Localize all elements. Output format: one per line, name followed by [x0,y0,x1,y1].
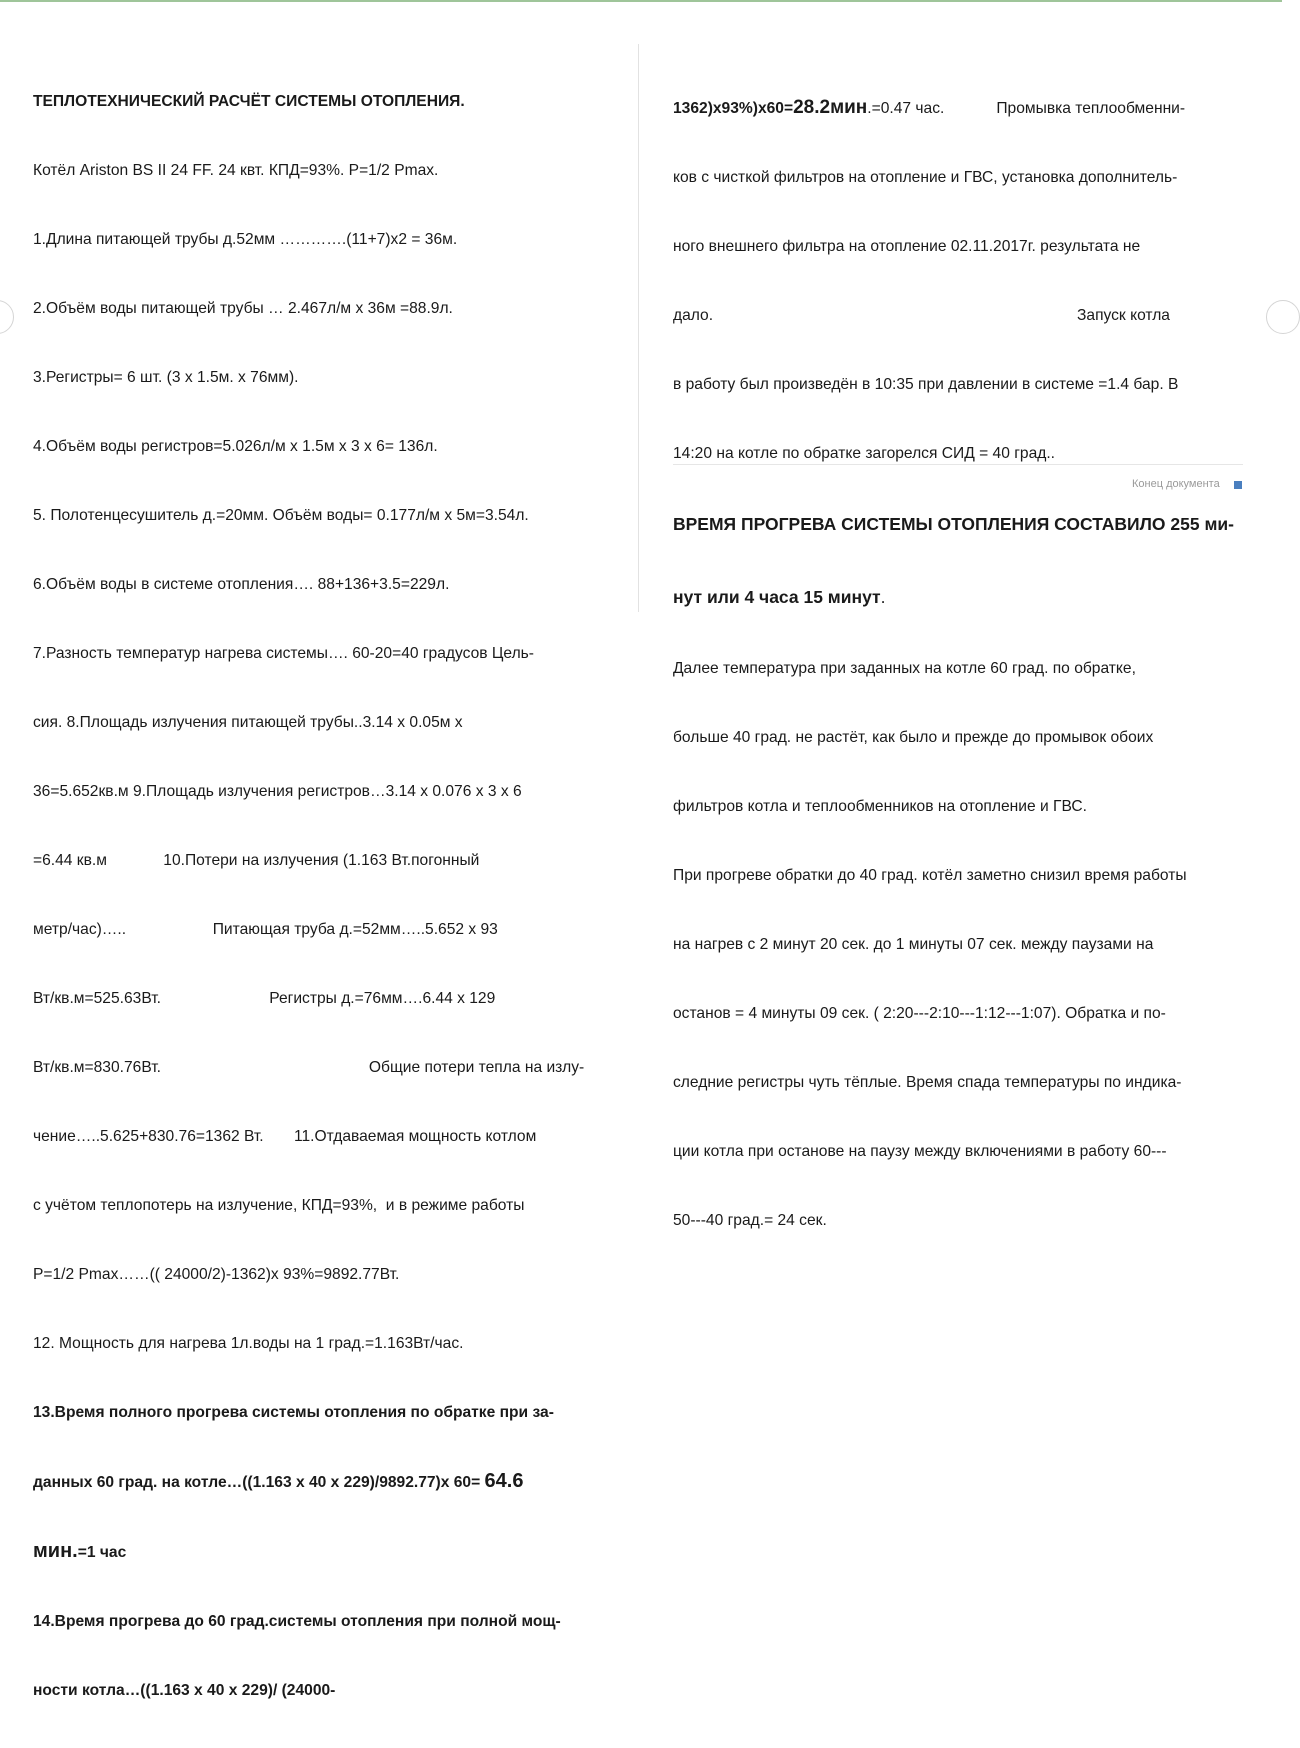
text-line: Котёл Ariston BS II 24 FF. 24 квт. КПД=93%. Р=1/2 Рmax. [33,162,439,179]
item-13-line [33,1540,623,1564]
text-line: чение…..5.625+830.76=1362 Вт. 11.Отдаваемая мощность котлом [33,1128,537,1145]
column-divider [638,44,639,612]
text-line: 3.Регистры= 6 шт. (3 х 1.5м. х 76мм). [33,369,299,386]
right-column [673,50,1248,1278]
item-13-line: 13.Время полного прогрева системы отопления по обратке при за- [33,1404,554,1421]
left-column [33,44,623,1748]
result-heading: ВРЕМЯ ПРОГРЕВА СИСТЕМЫ ОТОПЛЕНИЯ СОСТАВИЛО 255 ми- [673,514,1234,534]
end-of-document-marker-icon [1234,481,1242,489]
result-heading-dot: . [880,587,886,607]
text-line: 7.Разность температур нагрева системы…. 60-20=40 градусов Цель- [33,645,534,662]
next-page-button[interactable] [1266,300,1300,334]
text-line: =6.44 кв.м 10.Потери на излучения (1.163 Вт.погонный [33,852,480,869]
text-line: с учётом теплопотерь на излучение, КПД=93%, и в режиме работы [33,1197,525,1214]
text-line: 6.Объём воды в системе отопления…. 88+136+3.5=229л. [33,576,450,593]
text-line: дало. Запуск котла [673,307,1170,324]
item-13-line [33,1470,623,1494]
text-line: ции котла при останове на паузу между включениями в работу 60--- [673,1143,1167,1160]
item-13-result: 64.6 [484,1470,524,1492]
text-line: на нагрев с 2 минут 20 сек. до 1 минуты 07 сек. между паузами на [673,936,1154,953]
previous-page-button[interactable] [0,300,14,334]
text-line: 2.Объём воды питающей трубы … 2.467л/м х 36м =88.9л. [33,300,453,317]
text-line: 50---40 град.= 24 сек. [673,1212,827,1229]
text-line: 12. Мощность для нагрева 1л.воды на 1 град.=1.163Вт/час. [33,1335,464,1352]
text-line: 4.Объём воды регистров=5.026л/м х 1.5м х 3 х 6= 136л. [33,438,438,455]
text-line [673,96,1248,120]
item-14-result: 28.2мин [793,97,868,118]
text-line: останов = 4 минуты 09 сек. ( 2:20---2:10---1:12---1:07). Обратка и по- [673,1005,1166,1022]
text-line: 1.Длина питающей трубы д.52мм ………….(11+7)х2 = 36м. [33,231,458,248]
result-heading-text: нут или 4 часа 15 минут [673,587,881,607]
text-line: При прогреве обратки до 40 град. котёл заметно снизил время работы [673,867,1187,884]
item-14-line: ности котла…((1.163 х 40 х 229)/ (24000- [33,1682,336,1699]
item-13-text: данных 60 град. на котле…((1.163 х 40 х 229)/9892.77)х 60= [33,1474,485,1491]
text-line: больше 40 град. не растёт, как было и прежде до промывок обоих [673,729,1154,746]
text-line: Р=1/2 Рmax……(( 24000/2)-1362)х 93%=9892.77Вт. [33,1266,400,1283]
text-line: сия. 8.Площадь излучения питающей трубы..3.14 х 0.05м х [33,714,463,731]
item-14-tail: .=0.47 час. Промывка теплообменни- [867,100,1186,117]
text-line: фильтров котла и теплообменников на отопление и ГВС. [673,798,1087,815]
text-line: 5. Полотенцесушитель д.=20мм. Объём воды= 0.177л/м х 5м=3.54л. [33,507,529,524]
item-14-cont: 1362)х93%)х60= [673,100,794,117]
item-14-line: 14.Время прогрева до 60 град.системы отопления при полной мощ- [33,1613,561,1630]
document-title: ТЕПЛОТЕХНИЧЕСКИЙ РАСЧЁТ СИСТЕМЫ ОТОПЛЕНИЯ. [33,93,465,110]
end-of-document-label: Конец документа [1132,478,1220,490]
text-line: метр/час)….. Питающая труба д.=52мм…..5.652 х 93 [33,921,498,938]
item-13-unit: мин. [33,1540,78,1562]
item-13-hours: =1 час [77,1544,127,1561]
text-line: Далее температура при заданных на котле 60 град. по обратке, [673,660,1136,677]
text-line: в работу был произведён в 10:35 при давлении в системе =1.4 бар. В [673,376,1179,393]
text-line: следние регистры чуть тёплые. Время спада температуры по индика- [673,1074,1182,1091]
result-heading [673,584,1248,611]
text-line: Вт/кв.м=830.76Вт. Общие потери тепла на излу- [33,1059,585,1076]
text-line: ного внешнего фильтра на отопление 02.11.2017г. результата не [673,238,1141,255]
text-line: Вт/кв.м=525.63Вт. Регистры д.=76мм….6.44 х 129 [33,990,496,1007]
end-of-document-rule [673,464,1243,465]
text-line: 36=5.652кв.м 9.Площадь излучения регистров…3.14 х 0.076 х 3 х 6 [33,783,522,800]
text-line: ков с чисткой фильтров на отопление и ГВС, установка дополнитель- [673,169,1178,186]
text-line: 14:20 на котле по обратке загорелся СИД = 40 град.. [673,445,1056,462]
